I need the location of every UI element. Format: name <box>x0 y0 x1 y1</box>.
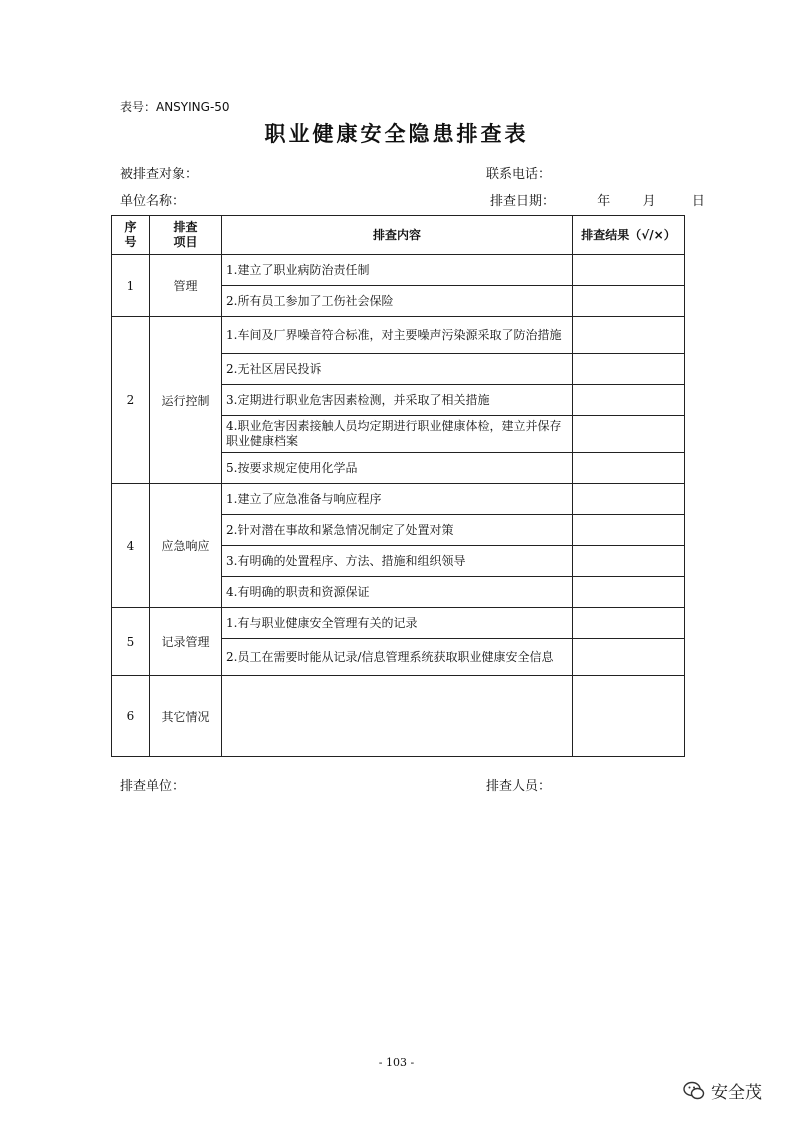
wechat-icon <box>683 1081 705 1101</box>
table-row <box>112 608 685 639</box>
table-row <box>112 317 685 354</box>
page-title: 职业健康安全隐患排查表 <box>264 122 529 146</box>
form-number: 表号：ANSYING-50 <box>120 100 230 114</box>
watermark <box>683 1078 762 1103</box>
check-item: 记录管理 <box>150 608 222 676</box>
inspection-table <box>111 215 685 757</box>
check-unit-label: 排查单位： <box>120 779 186 794</box>
check-result-cell[interactable] <box>573 354 685 385</box>
check-result-cell[interactable] <box>573 385 685 416</box>
date-day: 日 <box>691 194 705 209</box>
check-content <box>222 676 573 757</box>
row-number: 1 <box>112 255 150 317</box>
row-number: 4 <box>112 484 150 608</box>
check-result-cell[interactable] <box>573 546 685 577</box>
target-label: 被排查对象： <box>120 167 199 182</box>
check-content: 2.针对潜在事故和紧急情况制定了处置对策 <box>222 515 573 546</box>
table-row <box>112 255 685 286</box>
watermark-text: 安全茂 <box>711 1083 762 1103</box>
table-row <box>112 676 685 757</box>
page-number: - 103 - <box>378 1056 415 1069</box>
check-content: 2.无社区居民投诉 <box>222 354 573 385</box>
check-result-cell[interactable] <box>573 453 685 484</box>
header-content: 排查内容 <box>222 216 573 255</box>
check-content: 5.按要求规定使用化学品 <box>222 453 573 484</box>
check-content: 3.有明确的处置程序、方法、措施和组织领导 <box>222 546 573 577</box>
header-item: 排查 项目 <box>150 216 222 255</box>
check-content: 2.员工在需要时能从记录/信息管理系统获取职业健康安全信息 <box>222 639 573 676</box>
check-content: 1.建立了应急准备与响应程序 <box>222 484 573 515</box>
table-body <box>112 255 685 757</box>
date-line <box>490 190 705 209</box>
date-month: 月 <box>642 194 656 209</box>
phone-label: 联系电话： <box>486 167 552 182</box>
check-content: 4.职业危害因素接触人员均定期进行职业健康体检，建立并保存职业健康档案 <box>222 416 573 453</box>
date-label: 排查日期： <box>490 194 556 209</box>
check-item: 应急响应 <box>150 484 222 608</box>
check-item: 管理 <box>150 255 222 317</box>
check-result-cell[interactable] <box>573 608 685 639</box>
check-content: 3.定期进行职业危害因素检测，并采取了相关措施 <box>222 385 573 416</box>
checker-label: 排查人员： <box>486 779 552 794</box>
check-result-cell[interactable] <box>573 676 685 757</box>
check-result-cell[interactable] <box>573 639 685 676</box>
header-no: 序 号 <box>112 216 150 255</box>
date-year: 年 <box>597 194 611 209</box>
row-number: 6 <box>112 676 150 757</box>
unit-label: 单位名称： <box>120 194 186 209</box>
table-row <box>112 484 685 515</box>
check-result-cell[interactable] <box>573 484 685 515</box>
check-content: 2.所有员工参加了工伤社会保险 <box>222 286 573 317</box>
check-content: 1.有与职业健康安全管理有关的记录 <box>222 608 573 639</box>
header-result: 排查结果（√/×） <box>573 216 685 255</box>
check-result-cell[interactable] <box>573 255 685 286</box>
check-result-cell[interactable] <box>573 416 685 453</box>
check-item: 运行控制 <box>150 317 222 484</box>
check-result-cell[interactable] <box>573 515 685 546</box>
check-content: 1.建立了职业病防治责任制 <box>222 255 573 286</box>
check-content: 1.车间及厂界噪音符合标准，对主要噪声污染源采取了防治措施 <box>222 317 573 354</box>
check-result-cell[interactable] <box>573 577 685 608</box>
row-number: 2 <box>112 317 150 484</box>
row-number: 5 <box>112 608 150 676</box>
check-result-cell[interactable] <box>573 286 685 317</box>
check-item: 其它情况 <box>150 676 222 757</box>
check-content: 4.有明确的职责和资源保证 <box>222 577 573 608</box>
check-result-cell[interactable] <box>573 317 685 354</box>
